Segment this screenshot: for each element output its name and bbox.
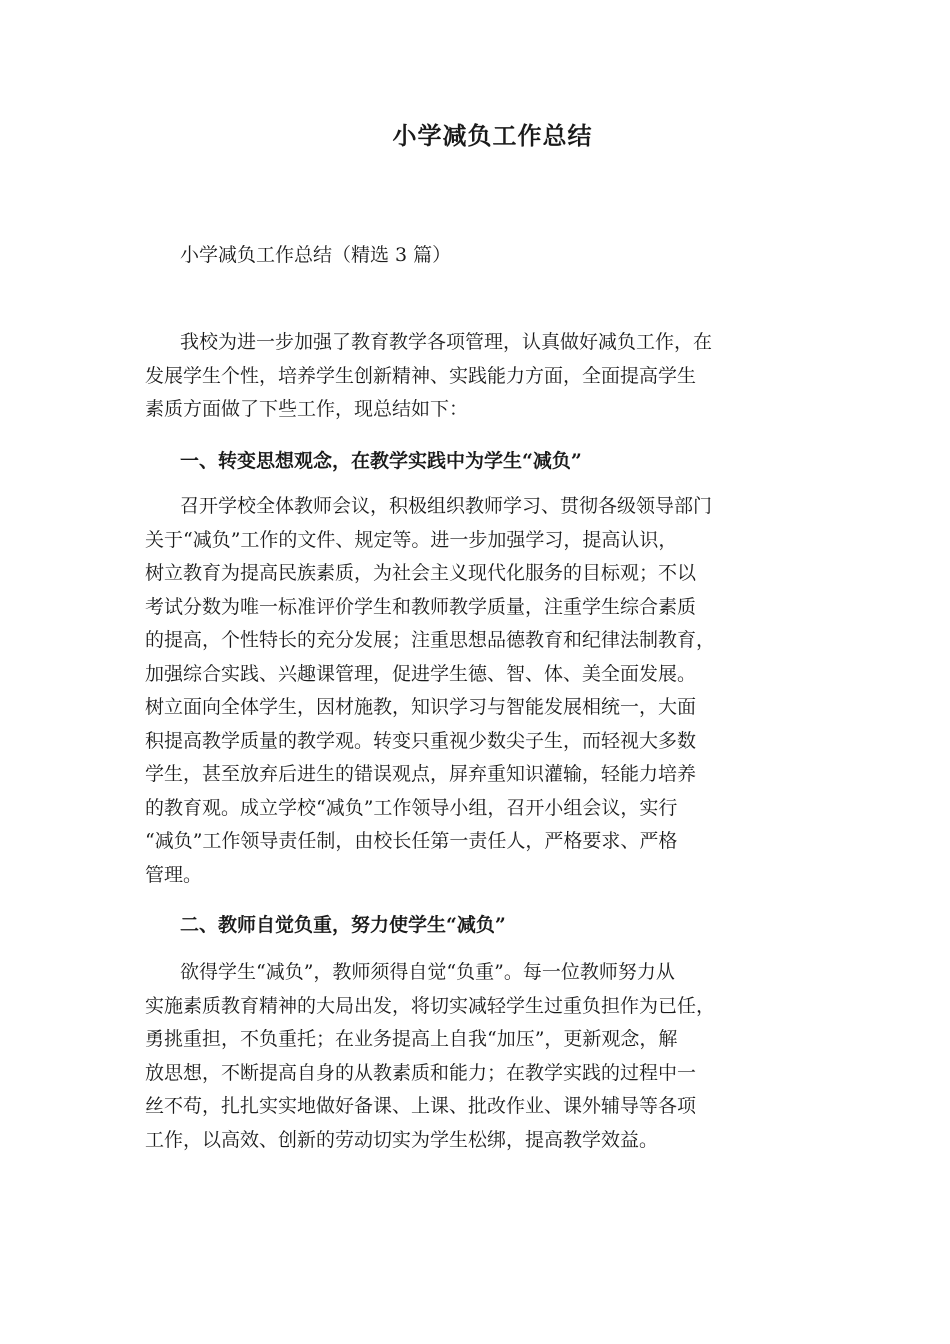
paragraph-line: 关于“减负”工作的文件、规定等。进一步加强学习，提高认识，	[145, 528, 678, 551]
paragraph-line: 加强综合实践、兴趣课管理，促进学生德、智、体、美全面发展。	[145, 662, 697, 685]
paragraph-line: 丝不苟，扎扎实实地做好备课、上课、批改作业、课外辅导等各项	[145, 1095, 697, 1117]
section-paragraph-2	[145, 956, 825, 1157]
paragraph-line: 考试分数为唯一标准评价学生和教师教学质量，注重学生综合素质	[145, 595, 697, 618]
paragraph-line: 工作，以高效、创新的劳动切实为学生松绑，提高教学效益。	[145, 1128, 659, 1151]
paragraph-line: 欲得学生“减负”，教师须得自觉“负重”。每一位教师努力从	[180, 961, 675, 983]
paragraph-line: 积提高教学质量的教学观。转变只重视少数尖子生，而轻视大多数	[145, 729, 697, 752]
paragraph-line: 放思想，不断提高自身的从教素质和能力；在教学实践的过程中一	[145, 1061, 697, 1084]
paragraph-line: 树立教育为提高民族素质，为社会主义现代化服务的目标观；不以	[145, 562, 697, 584]
paragraph-line: 管理。	[145, 863, 203, 886]
paragraph-line: 素质方面做了下些工作，现总结如下：	[145, 398, 469, 420]
paragraph-line: 的提高，个性特长的充分发展；注重思想品德教育和纪律法制教育，	[145, 629, 716, 651]
paragraph-line: 实施素质教育精神的大局出发，将切实减轻学生过重负担作为已任，	[145, 994, 716, 1017]
paragraph-line: “减负”工作领导责任制，由校长任第一责任人，严格要求、严格	[145, 830, 678, 852]
paragraph-line: 召开学校全体教师会议，积极组织教师学习、贯彻各级领导部门	[180, 495, 713, 517]
document-title: 小学减负工作总结	[392, 121, 593, 150]
section-heading-1: 一、转变思想观念，在教学实践中为学生“减负”	[180, 450, 582, 472]
paragraph-line: 发展学生个性，培养学生创新精神、实践能力方面，全面提高学生	[145, 364, 697, 387]
paragraph-line: 学生，甚至放弃后进生的错误观点，屏弃重知识灌输，轻能力培养	[145, 763, 697, 785]
paragraph-line: 树立面向全体学生，因材施教，知识学习与智能发展相统一，大面	[145, 696, 697, 718]
document-subtitle: 小学减负工作总结（精选 3 篇）	[180, 244, 452, 266]
intro-paragraph	[145, 326, 825, 427]
section-paragraph-1	[145, 490, 825, 892]
section-heading-2: 二、教师自觉负重，努力使学生“减负”	[180, 914, 506, 936]
paragraph-line: 我校为进一步加强了教育教学各项管理，认真做好减负工作，在	[180, 331, 713, 353]
paragraph-line: 勇挑重担，不负重托；在业务提高上自我“加压”，更新观念，解	[145, 1028, 678, 1050]
paragraph-line: 的教育观。成立学校“减负”工作领导小组，召开小组会议，实行	[145, 796, 678, 819]
